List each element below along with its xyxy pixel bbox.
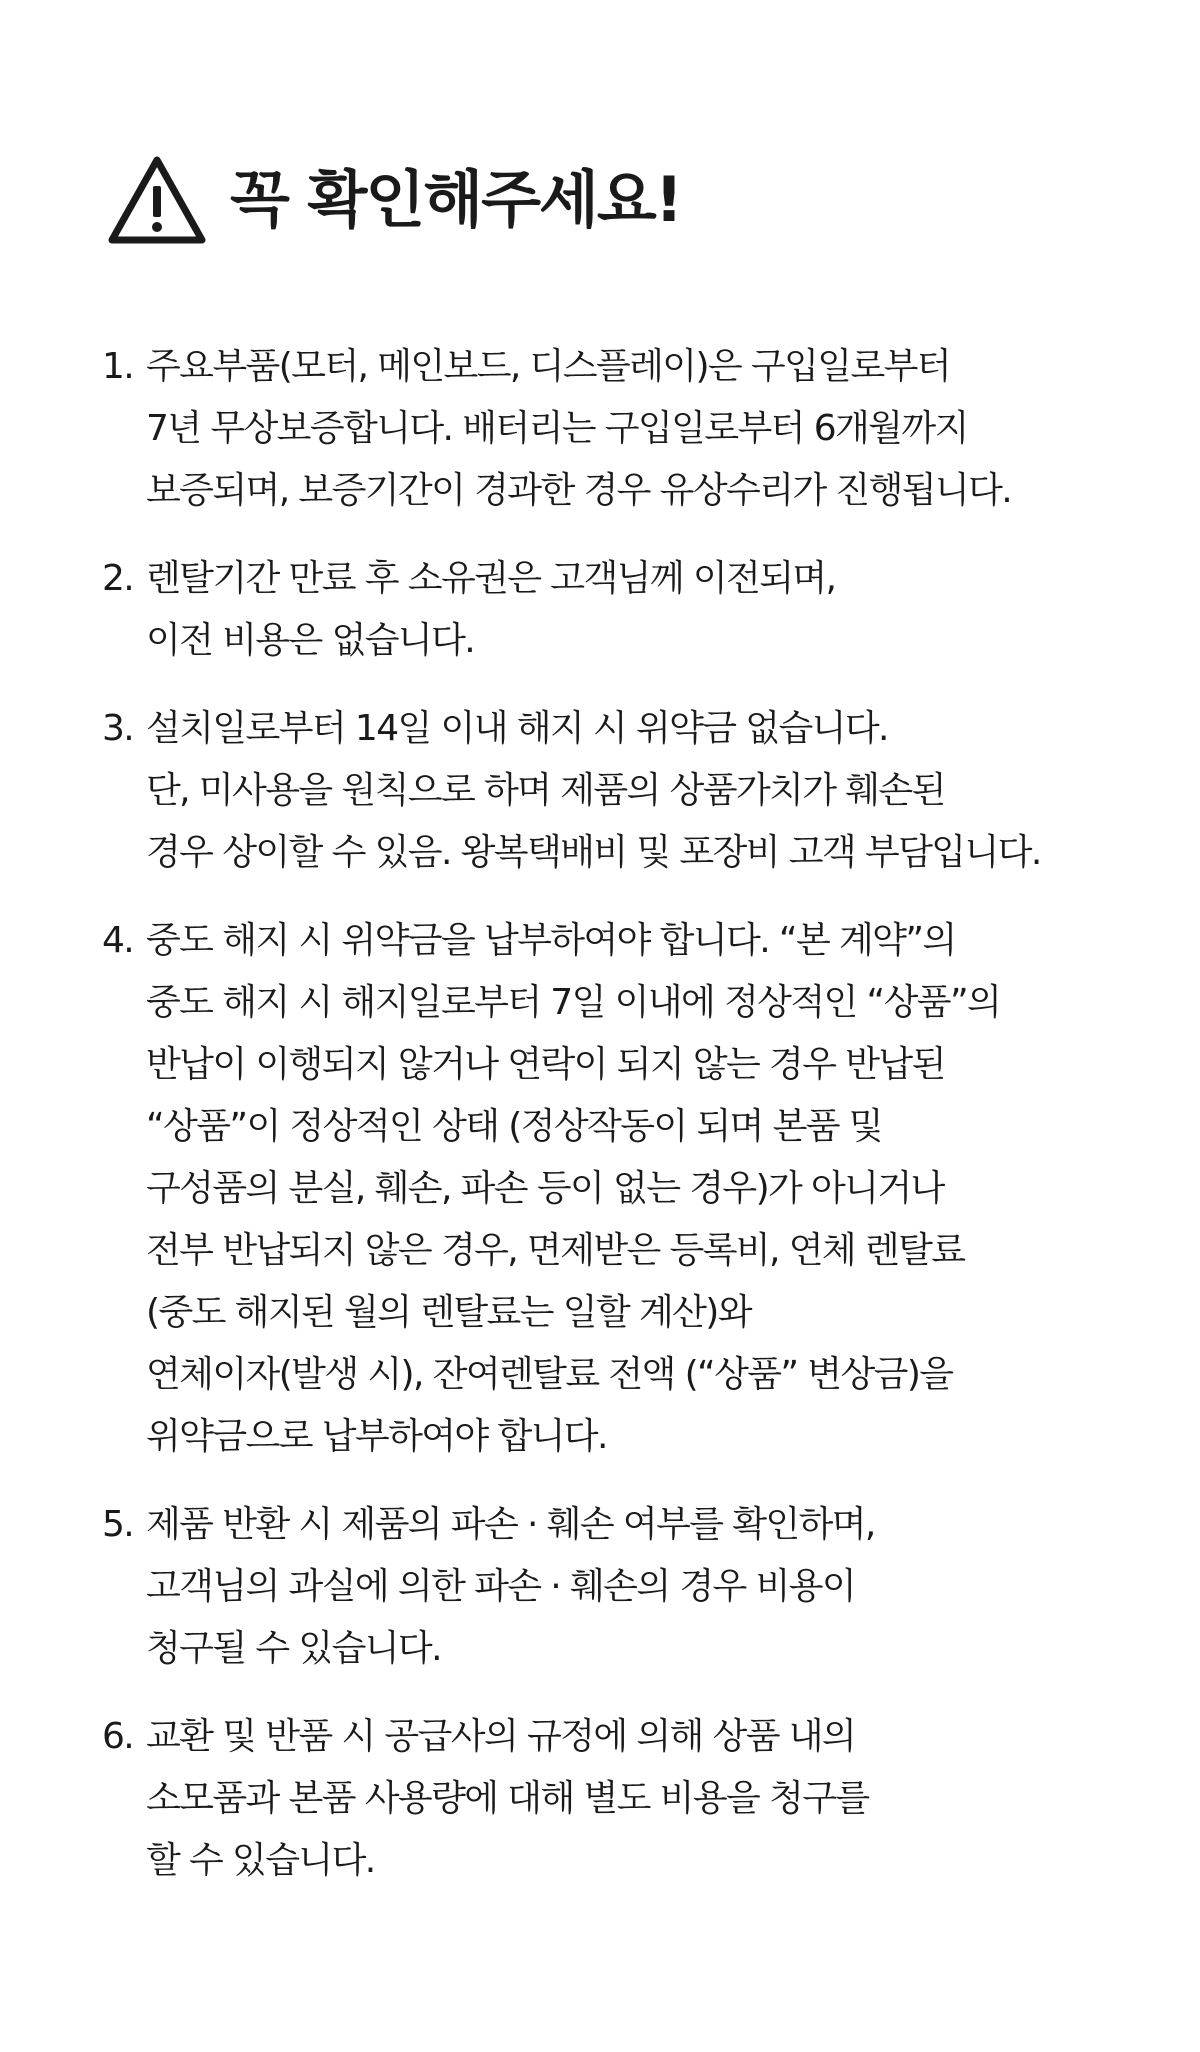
- notice-number: 3.: [102, 708, 134, 749]
- notice-line: 청구될 수 있습니다.: [146, 1628, 441, 1669]
- notice-item-6: [102, 1706, 1162, 1892]
- notice-text: [146, 1706, 1162, 1892]
- notice-item-1: [102, 336, 1162, 522]
- notice-text: [146, 548, 1162, 672]
- notice-list: [102, 336, 1162, 1918]
- notice-number: 4.: [102, 920, 134, 961]
- notice-text: [146, 910, 1162, 1468]
- notice-number: 5.: [102, 1504, 134, 1545]
- notice-line: 연체이자(발생 시), 잔여렌탈료 전액 (“상품” 변상금)을: [146, 1354, 953, 1395]
- notice-number: 2.: [102, 558, 134, 599]
- notice-item-5: [102, 1494, 1162, 1680]
- notice-line: “상품”이 정상적인 상태 (정상작동이 되며 본품 및: [146, 1106, 882, 1147]
- notice-line: 단, 미사용을 원칙으로 하며 제품의 상품가치가 훼손된: [146, 770, 945, 811]
- notice-line: 설치일로부터 14일 이내 해지 시 위약금 없습니다.: [146, 708, 888, 749]
- notice-text: [146, 698, 1162, 884]
- notice-line: 구성품의 분실, 훼손, 파손 등이 없는 경우)가 아니거나: [146, 1168, 944, 1209]
- notice-line: 제품 반환 시 제품의 파손 · 훼손 여부를 확인하며,: [146, 1504, 875, 1545]
- notice-line: 중도 해지 시 위약금을 납부하여야 합니다. “본 계약”의: [146, 920, 956, 961]
- notice-line: 이전 비용은 없습니다.: [146, 620, 475, 661]
- notice-line: 고객님의 과실에 의한 파손 · 훼손의 경우 비용이: [146, 1566, 856, 1607]
- notice-line: 소모품과 본품 사용량에 대해 별도 비용을 청구를: [146, 1778, 869, 1819]
- notice-number: 6.: [102, 1716, 134, 1757]
- notice-line: 전부 반납되지 않은 경우, 면제받은 등록비, 연체 렌탈료: [146, 1230, 965, 1271]
- notice-line: 주요부품(모터, 메인보드, 디스플레이)은 구입일로부터: [146, 346, 950, 387]
- notice-line: 반납이 이행되지 않거나 연락이 되지 않는 경우 반납된: [146, 1044, 945, 1085]
- page-title: 꼭 확인해주세요!: [230, 163, 682, 236]
- notice-line: 교환 및 반품 시 공급사의 규정에 의해 상품 내의: [146, 1716, 856, 1757]
- notice-line: 할 수 있습니다.: [146, 1840, 375, 1881]
- notice-header: [106, 150, 681, 250]
- notice-line: 렌탈기간 만료 후 소유권은 고객님께 이전되며,: [146, 558, 836, 599]
- notice-item-3: [102, 698, 1162, 884]
- warning-triangle-icon: [106, 154, 208, 246]
- notice-text: [146, 1494, 1162, 1680]
- notice-line: 위약금으로 납부하여야 합니다.: [146, 1416, 607, 1457]
- notice-line: 중도 해지 시 해지일로부터 7일 이내에 정상적인 “상품”의: [146, 982, 1001, 1023]
- notice-item-2: [102, 548, 1162, 672]
- notice-number: 1.: [102, 346, 134, 387]
- notice-line: (중도 해지된 월의 렌탈료는 일할 계산)와: [146, 1292, 751, 1333]
- notice-item-4: [102, 910, 1162, 1468]
- notice-line: 보증되며, 보증기간이 경과한 경우 유상수리가 진행됩니다.: [146, 470, 1012, 511]
- notice-line: 경우 상이할 수 있음. 왕복택배비 및 포장비 고객 부담입니다.: [146, 832, 1041, 873]
- notice-text: [146, 336, 1162, 522]
- notice-line: 7년 무상보증합니다. 배터리는 구입일로부터 6개월까지: [146, 408, 968, 449]
